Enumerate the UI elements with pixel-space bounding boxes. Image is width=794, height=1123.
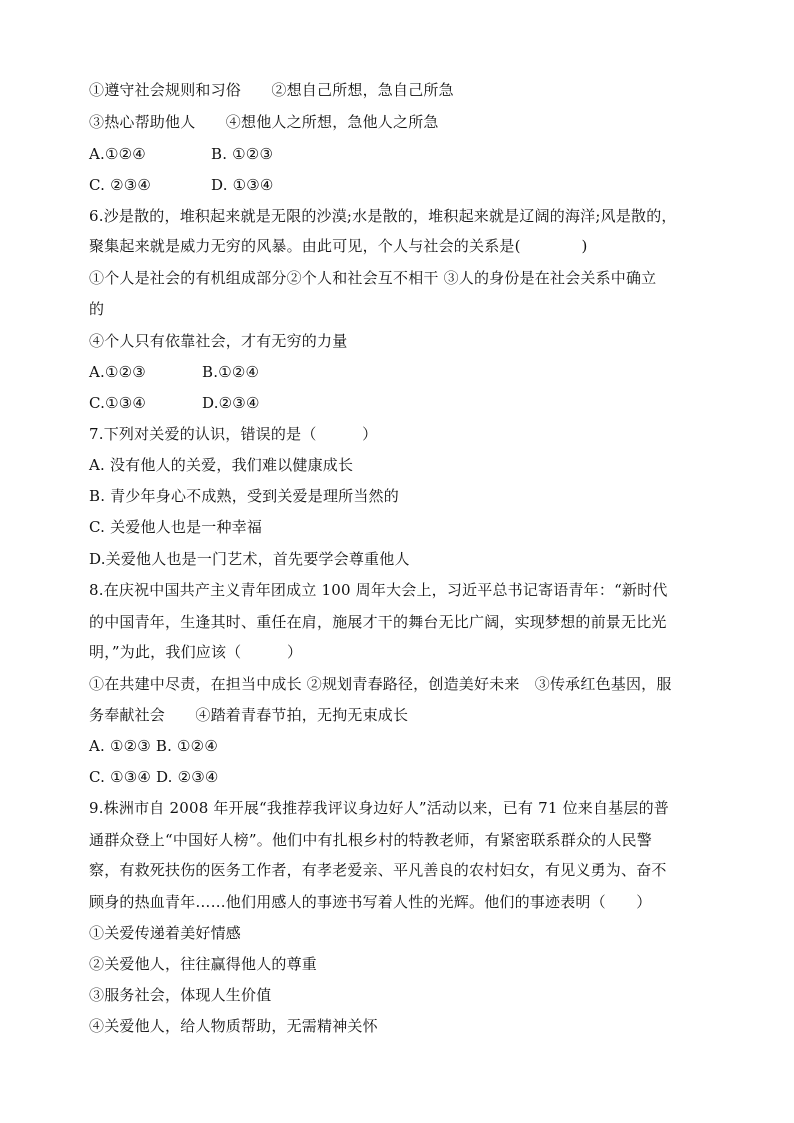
- option-a: A. 没有他人的关爱，我们难以健康成长: [89, 456, 354, 474]
- options-row-ab: [89, 144, 719, 164]
- options-row-cd: [89, 175, 719, 195]
- question-9-stem: 察，有救死扶伤的医务工作者，有孝老爱亲、平凡善良的农村妇女，有见义勇为、奋不: [89, 861, 667, 879]
- statement-line: 的: [89, 300, 105, 318]
- options-row-cd: C. ①③④ D. ②③④: [89, 768, 219, 786]
- statement-line: ④关爱他人，给人物质帮助，无需精神关怀: [89, 1017, 378, 1035]
- option-b: B. 青少年身心不成熟，受到关爱是理所当然的: [89, 487, 399, 505]
- question-8-stem: 的中国青年，生逢其时、重任在肩，施展才干的舞台无比广阔，实现梦想的前景无比光: [89, 613, 667, 631]
- question-9-stem: 顾身的热血青年……他们用感人的事迹书写着人性的光辉。他们的事迹表明（ ）: [89, 893, 652, 911]
- option-d: D.②③④: [202, 394, 260, 412]
- option-d: D.关爱他人也是一门艺术，首先要学会尊重他人: [89, 550, 410, 568]
- statement-line: ①在共建中尽责，在担当中成长 ②规划青春路径，创造美好未来 ③传承红色基因，服: [89, 675, 672, 693]
- statement-line: ①遵守社会规则和习俗 ②想自己所想，急自己所急: [89, 81, 454, 99]
- statement-line: ①关爱传递着美好情感: [89, 924, 242, 942]
- option-b: B.①②④: [202, 363, 260, 381]
- option-d: D. ①③④: [211, 176, 274, 194]
- question-7-stem: 7.下列对关爱的认识，错误的是（ ）: [89, 425, 378, 443]
- options-row-cd: [89, 393, 719, 413]
- question-6-stem: 6.沙是散的，堆积起来就是无限的沙漠;水是散的，堆积起来就是辽阔的海洋;风是散的，: [89, 207, 677, 225]
- question-8-stem: 明，”为此，我们应该（ ）: [89, 643, 303, 661]
- statement-line: ①个人是社会的有机组成部分②个人和社会互不相干 ③人的身份是在社会关系中确立: [89, 269, 657, 287]
- question-9-stem: 9.株洲市自 2008 年开展“我推荐我评议身边好人”活动以来，已有 71 位来自基层的普: [89, 799, 669, 817]
- option-b: B. ①②③: [211, 145, 274, 163]
- option-c: C.①③④: [89, 394, 147, 412]
- option-a: A.①②③: [89, 363, 146, 381]
- statement-line: ③热心帮助他人 ④想他人之所想，急他人之所急: [89, 113, 439, 131]
- statement-line: ④个人只有依靠社会，才有无穷的力量: [89, 332, 348, 350]
- question-6-stem: 聚集起来就是威力无穷的风暴。由此可见，个人与社会的关系是( ): [89, 237, 588, 255]
- statement-line: 务奉献社会 ④踏着青春节拍，无拘无束成长: [89, 706, 409, 724]
- statement-line: ③服务社会，体现人生价值: [89, 986, 272, 1004]
- option-c: C. ②③④: [89, 176, 152, 194]
- options-row-ab: [89, 362, 719, 382]
- option-a: A.①②④: [89, 145, 146, 163]
- option-c: C. 关爱他人也是一种幸福: [89, 518, 263, 536]
- statement-line: ②关爱他人，往往赢得他人的尊重: [89, 955, 318, 973]
- options-row-ab: A. ①②③ B. ①②④: [89, 737, 218, 755]
- question-9-stem: 通群众登上“中国好人榜”。他们中有扎根乡村的特教老师，有紧密联系群众的人民警: [89, 831, 652, 849]
- question-8-stem: 8.在庆祝中国共产主义青年团成立 100 周年大会上，习近平总书记寄语青年：“新时代: [89, 581, 668, 599]
